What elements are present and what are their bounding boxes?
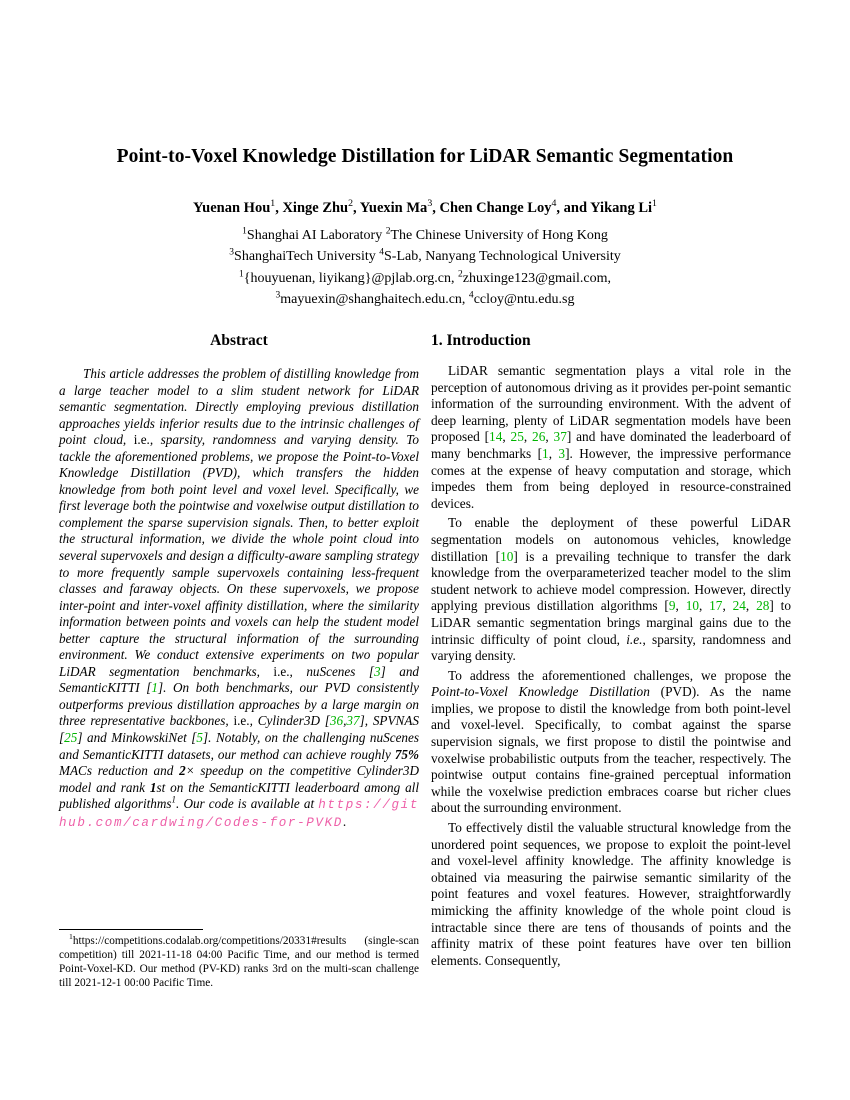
author-line: Yuenan Hou$^1$, Xinge Zhu$^2$, Yuexin Ma$^3$, Chen Change Loy$^4$, and Yikang Li$^1$ bbox=[193, 198, 657, 216]
introduction-heading: 1. Introduction bbox=[431, 332, 531, 349]
abstract-heading: Abstract bbox=[210, 332, 268, 349]
code-repository-link[interactable]: https://github.com/cardwing/Codes-for-PVKD bbox=[59, 798, 419, 830]
intro-paragraph-3: To address the aforementioned challenges, we propose the Point-to-Voxel Knowledge Distillation (PVD). As the name implies, we propose to distil the knowledge from both point-level and voxel-level. Specifically, to combat against the sparse supervision signals, we first propose to distil the pointwise and voxelwise probabilistic outputs from the teacher, respectively. The pointwise output contains fine-grained perceptual information while the voxelwise prediction embraces coarse but richer clues about the surrounding environment. bbox=[431, 667, 791, 816]
affiliation-line-1: $^1$Shanghai AI Laboratory $^2$The Chinese University of Hong Kong bbox=[242, 225, 608, 243]
footnote-divider bbox=[59, 929, 203, 930]
email-line-2: $^3$mayuexin@shanghaitech.edu.cn, $^4$ccloy@ntu.edu.sg bbox=[275, 290, 575, 308]
abstract-text: This article addresses the problem of distilling knowledge from a large teacher model to a slim student network for LiDAR semantic segmentation. Directly employing previous distillation approaches yields inferior results due to the intrinsic challenges of point cloud, i.e., sparsity, randomness and varying density. To tackle the aforementioned problems, we propose the Point-to-Voxel Knowledge Distillation (PVD), which transfers the hidden knowledge from both point level and voxel level. Specifically, we first leverage both the pointwise and voxelwise output distillation to complement the sparse supervision signals. Then, to better exploit the structural information, we divide the whole point cloud into several supervoxels and design a difficulty-aware sampling strategy to more frequently sample supervoxels containing less-frequent classes and faraway objects. On these supervoxels, we propose inter-point and inter-voxel affinity distillation, where the similarity information between points and voxels can help the student model better capture the structural information of the surrounding environment. We conduct extensive experiments on two popular LiDAR segmentation benchmarks, i.e., nuScenes [3] and SemanticKITTI [1]. On both benchmarks, our PVD consistently outperforms previous distillation approaches by a large margin on three representative backbones, i.e., Cylinder3D [36,37], SPVNAS [25] and MinkowskiNet [5]. Notably, on the challenging nuScenes and SemanticKITTI datasets, our method can achieve roughly 75% MACs reduction and 2× speedup on the competitive Cylinder3D model and rank 1st on the SemanticKITTI leaderboard among all published algorithms$^1$. Our code is available at https://github.com/cardwing/Codes-for-PVKD. bbox=[59, 366, 420, 830]
right-column bbox=[431, 332, 791, 972]
affiliation-line-2: $^3$ShanghaiTech University $^4$S-Lab, Nanyang Technological University bbox=[229, 247, 621, 265]
paper-title: Point-to-Voxel Knowledge Distillation for LiDAR Semantic Segmentation bbox=[116, 146, 734, 167]
intro-paragraph-4: To effectively distil the valuable structural knowledge from the unordered point sequences, we propose to exploit the point-level and voxel-level affinity knowledge. The affinity knowledge is obtained via measuring the pairwise semantic similarity of the point features and voxel features. However, straightforwardly mimicking the affinity knowledge of the whole point cloud is intractable since there are tens of thousands of points and the affinity matrix of these point features have over ten billion elements. Consequently, bbox=[431, 820, 791, 968]
footnote-text: $^1$https://competitions.codalab.org/competitions/20331#results (single-scan competition) till 2021-11-18 04:00 Pacific Time, and our method is termed Point-Voxel-KD. Our method (PV-KD) ranks 3rd on the multi-scan challenge till 2021-12-1 00:00 Pacific Time. bbox=[59, 932, 419, 989]
footnote bbox=[59, 929, 419, 991]
email-line-1: $^1${houyuenan, liyikang}@pjlab.org.cn, $^2$zhuxinge123@gmail.com, bbox=[239, 269, 611, 286]
left-column bbox=[59, 332, 419, 831]
intro-paragraph-1: LiDAR semantic segmentation plays a vital role in the perception of autonomous driving as it provides per-point semantic information of the surrounding environment. With the advent of deep learning, plenty of LiDAR segmentation models have been proposed [14, 25, 26, 37] and have dominated the leaderboard of many benchmarks [1, 3]. However, the impressive performance comes at the expense of heavy computation and storage, which impedes them from being deployed in resource-constrained devices. bbox=[431, 363, 791, 511]
intro-paragraph-2: To enable the deployment of these powerful LiDAR segmentation models on autonomous vehicles, knowledge distillation [10] is a prevailing technique to transfer the dark knowledge from the overparameterized teacher model to the slim student network to achieve model compression. However, directly applying previous distillation algorithms [9, 10, 17, 24, 28] to LiDAR semantic segmentation brings marginal gains due to the intrinsic difficulty of point cloud, i.e., sparsity, randomness and varying density. bbox=[431, 515, 792, 664]
paper-header bbox=[0, 146, 850, 311]
